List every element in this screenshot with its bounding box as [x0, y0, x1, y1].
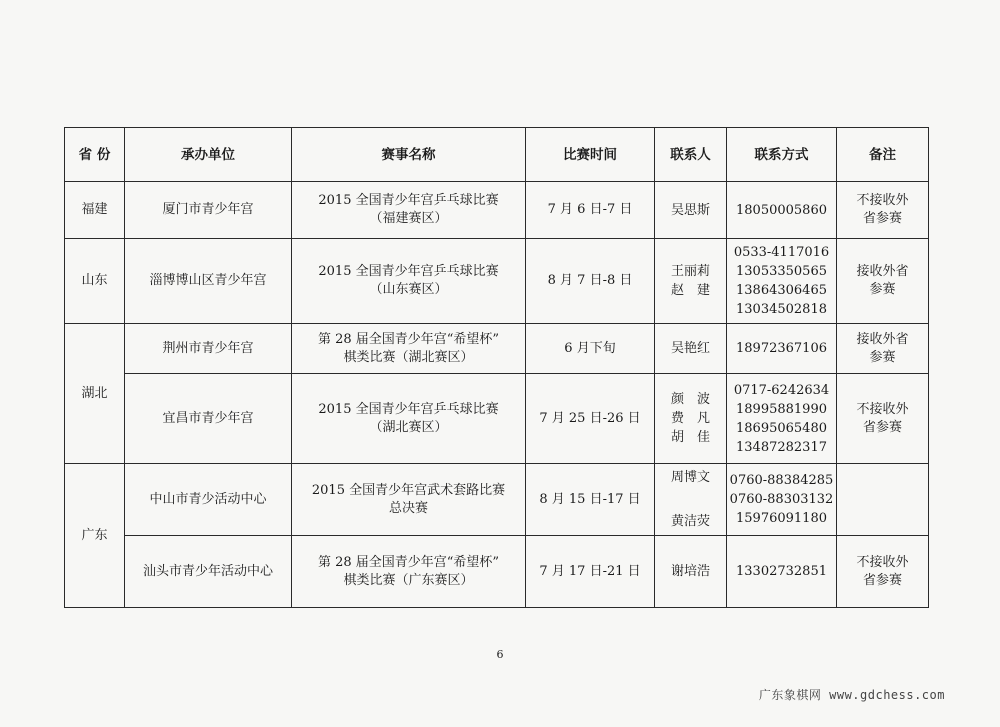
contact-info-cell: 18050005860: [727, 182, 837, 239]
contact-person-cell: 吴思斯: [655, 182, 727, 239]
header-event-name: 赛事名称: [292, 128, 526, 182]
contact-info-cell: 18972367106: [727, 324, 837, 374]
header-contact-info: 联系方式: [727, 128, 837, 182]
page-number: 6: [496, 648, 504, 661]
organizer-cell: 淄博博山区青少年宫: [125, 239, 292, 324]
event-name-cell: 2015 全国青少年宫武术套路比赛 总决赛: [292, 464, 526, 536]
contact-info-cell: 13302732851: [727, 536, 837, 608]
event-time-cell: 7 月 25 日-26 日: [526, 374, 655, 464]
table-row: [65, 239, 929, 324]
notes-cell: 接收外省 参赛: [837, 239, 929, 324]
notes-cell: 不接收外 省参赛: [837, 182, 929, 239]
event-name-cell: 2015 全国青少年宫乒乓球比赛 （湖北赛区）: [292, 374, 526, 464]
header-province: 省 份: [65, 128, 125, 182]
table-row: [65, 374, 929, 464]
organizer-cell: 厦门市青少年宫: [125, 182, 292, 239]
province-cell: 福建: [65, 182, 125, 239]
event-time-cell: 7 月 6 日-7 日: [526, 182, 655, 239]
province-cell: 湖北: [65, 324, 125, 464]
organizer-cell: 宜昌市青少年宫: [125, 374, 292, 464]
contact-info-cell: 0717-6242634 18995881990 18695065480 13487282317: [727, 374, 837, 464]
province-cell: 广东: [65, 464, 125, 608]
contact-info-cell: 0760-88384285 0760-88303132 15976091180: [727, 464, 837, 536]
header-organizer: 承办单位: [125, 128, 292, 182]
contact-info-cell: 0533-4117016 13053350565 13864306465 13034502818: [727, 239, 837, 324]
event-name-cell: 第 28 届全国青少年宫“希望杯” 棋类比赛（湖北赛区）: [292, 324, 526, 374]
event-time-cell: 8 月 7 日-8 日: [526, 239, 655, 324]
contact-person-cell: 吴艳红: [655, 324, 727, 374]
contact-person-cell: 颜 波 费 凡 胡 佳: [655, 374, 727, 464]
notes-cell: [837, 464, 929, 536]
site-watermark: 广东象棋网 www.gdchess.com: [758, 688, 945, 702]
contact-person-cell: 周博文 黄洁荧: [655, 464, 727, 536]
table-row: [65, 324, 929, 374]
organizer-cell: 荆州市青少年宫: [125, 324, 292, 374]
header-row: [65, 128, 929, 182]
province-cell: 山东: [65, 239, 125, 324]
event-time-cell: 6 月下旬: [526, 324, 655, 374]
header-event-time: 比赛时间: [526, 128, 655, 182]
event-name-cell: 第 28 届全国青少年宫“希望杯” 棋类比赛（广东赛区）: [292, 536, 526, 608]
table-row: [65, 464, 929, 536]
events-table: [64, 127, 929, 608]
notes-cell: 不接收外 省参赛: [837, 374, 929, 464]
contact-person-cell: 谢培浩: [655, 536, 727, 608]
event-time-cell: 7 月 17 日-21 日: [526, 536, 655, 608]
table-row: [65, 182, 929, 239]
header-contact-person: 联系人: [655, 128, 727, 182]
event-time-cell: 8 月 15 日-17 日: [526, 464, 655, 536]
event-name-cell: 2015 全国青少年宫乒乓球比赛 （福建赛区）: [292, 182, 526, 239]
organizer-cell: 汕头市青少年活动中心: [125, 536, 292, 608]
table-row: [65, 536, 929, 608]
notes-cell: 不接收外 省参赛: [837, 536, 929, 608]
notes-cell: 接收外省 参赛: [837, 324, 929, 374]
contact-person-cell: 王丽莉 赵 建: [655, 239, 727, 324]
organizer-cell: 中山市青少活动中心: [125, 464, 292, 536]
header-notes: 备注: [837, 128, 929, 182]
event-name-cell: 2015 全国青少年宫乒乓球比赛 （山东赛区）: [292, 239, 526, 324]
